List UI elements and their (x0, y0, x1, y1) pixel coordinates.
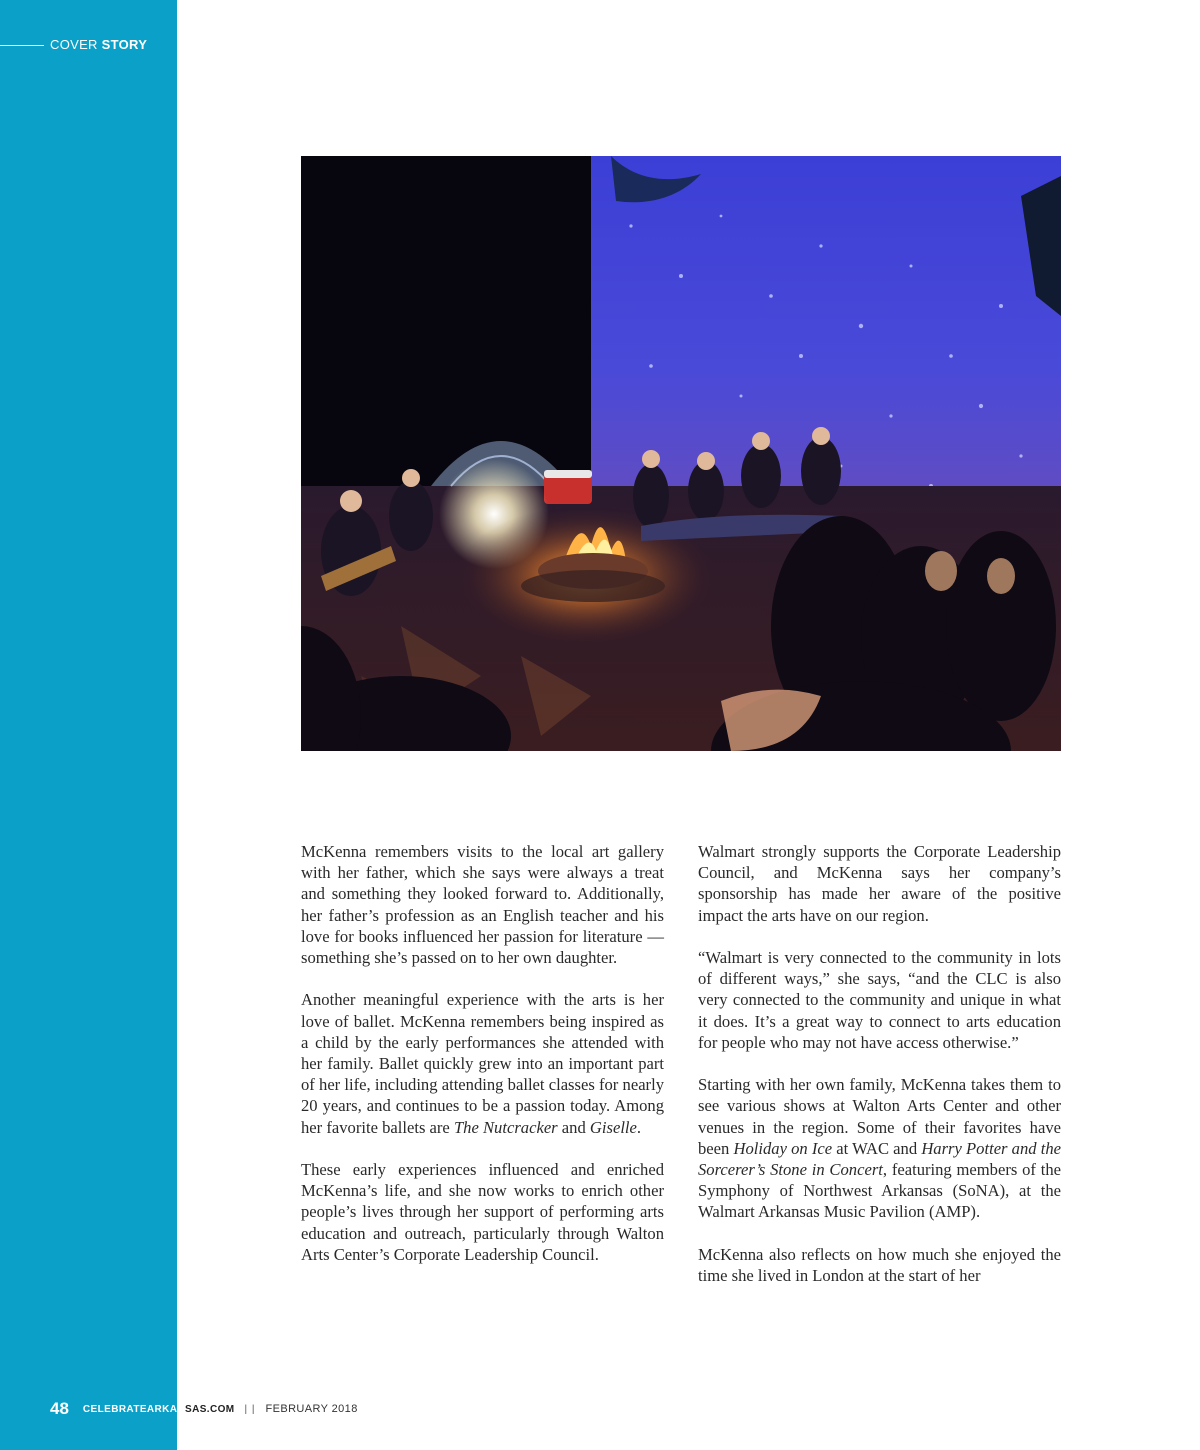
website-part-dark: SAS.COM (185, 1403, 235, 1415)
section-label-light: COVER (50, 36, 98, 52)
page-number: 48 (50, 1399, 69, 1418)
article-paragraph: Another meaningful experience with the arts is her love of ballet. McKenna remembers being inspired as a child by the early performances she attended with her family. Ballet quickly grew into an important part of her life, including attending ballet classes for nearly 20 years, and continues to be a passion today. Among her favorite ballets are The Nutcracker and Giselle. (301, 990, 664, 1137)
article-paragraph: These early experiences influenced and enriched McKenna’s life, and she now works to enrich other people’s lives through her support of performing arts education and outreach, particularly through Walton Arts Center’s Corporate Leadership Council. (301, 1160, 664, 1264)
italic-title: Giselle (589, 1117, 637, 1137)
website-part-light: CELEBRATEARKAN (82, 1403, 186, 1415)
page-footer (50, 1398, 358, 1420)
section-label-bold: STORY (101, 36, 148, 52)
footer-separator: | | (244, 1403, 256, 1415)
article-column-right (698, 841, 1061, 1307)
italic-title: Harry Potter and the Sorcerer’s Stone in Concert (698, 1138, 1061, 1180)
article-paragraph: McKenna also reflects on how much she enjoyed the time she lived in London at the start of her (698, 1244, 1061, 1286)
cover-story-sidebar (0, 0, 177, 1450)
issue-date: FEBRUARY 2018 (265, 1403, 358, 1415)
article-column-left (301, 841, 664, 1286)
section-rule (0, 45, 44, 46)
section-label (0, 34, 147, 54)
campfire-stage-photo (301, 156, 1061, 751)
article-paragraph: Walmart strongly supports the Corporate Leadership Council, and McKenna says her company’s sponsorship has made her aware of the positive impact the arts have on our region. (698, 842, 1061, 925)
article-paragraph: McKenna remembers visits to the local art gallery with her father, which she says were always a treat and something they looked forward to. Additionally, her father’s profession as an English teacher and his love for books influenced her passion for literature — something she’s passed on to her own daughter. (301, 842, 664, 968)
italic-title: The Nutcracker (453, 1117, 558, 1137)
magazine-website (83, 1404, 235, 1415)
article-paragraph: “Walmart is very connected to the community in lots of different ways,” she says, “and the CLC is also very connected to the community and unique in what it does. It’s a great way to connect to arts education for people who may not have access otherwise.” (698, 948, 1061, 1052)
article-paragraph: Starting with her own family, McKenna takes them to see various shows at Walton Arts Center and other venues in the region. Some of their favorites have been Holiday on Ice at WAC and Harry Potter and the Sorcerer’s Stone in Concert, featuring members of the Symphony of Northwest Arkansas (SoNA), at the Walmart Arkansas Music Pavilion (AMP). (698, 1075, 1061, 1222)
italic-title: Holiday on Ice (733, 1138, 833, 1158)
